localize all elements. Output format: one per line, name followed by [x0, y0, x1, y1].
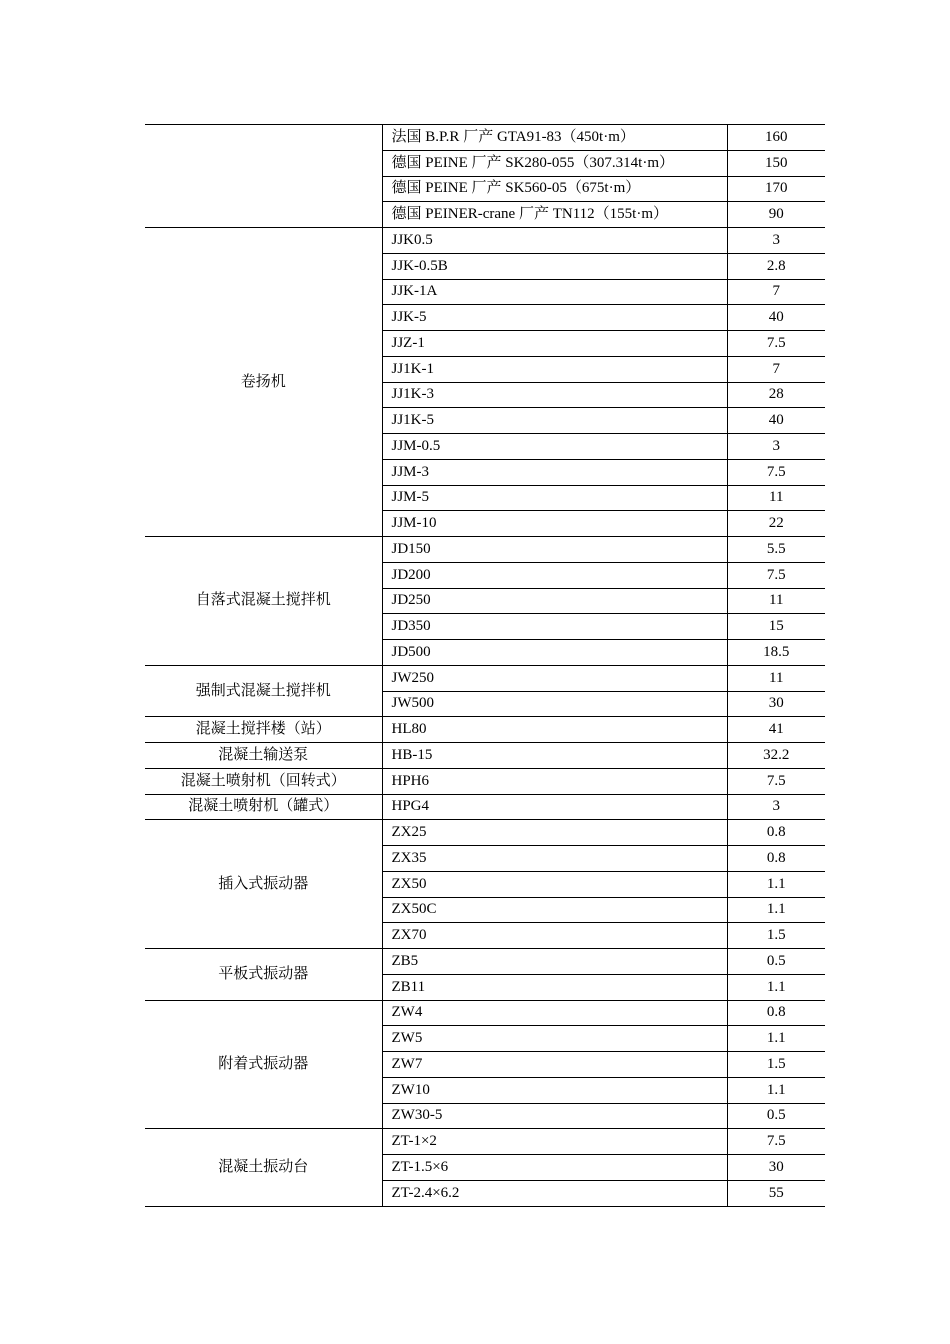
model-cell: ZT-2.4×6.2: [382, 1180, 727, 1206]
model-cell: JD150: [382, 537, 727, 563]
power-cell: 2.8: [727, 253, 825, 279]
power-cell: 7.5: [727, 459, 825, 485]
model-cell: ZX35: [382, 846, 727, 872]
table-row: [145, 820, 825, 846]
category-cell: 混凝土喷射机（回转式）: [145, 768, 382, 794]
model-cell: JJZ-1: [382, 331, 727, 357]
power-cell: 28: [727, 382, 825, 408]
model-cell: ZB5: [382, 949, 727, 975]
power-cell: 3: [727, 434, 825, 460]
power-cell: 11: [727, 588, 825, 614]
category-cell: [145, 125, 382, 228]
power-cell: 55: [727, 1180, 825, 1206]
table-row: [145, 665, 825, 691]
power-cell: 7.5: [727, 331, 825, 357]
category-cell: 附着式振动器: [145, 1000, 382, 1129]
model-cell: JD500: [382, 640, 727, 666]
model-cell: JJ1K-3: [382, 382, 727, 408]
table-row: [145, 537, 825, 563]
power-cell: 1.1: [727, 1077, 825, 1103]
model-cell: ZW10: [382, 1077, 727, 1103]
power-cell: 40: [727, 305, 825, 331]
table-row: [145, 949, 825, 975]
table-body: [145, 125, 825, 1207]
power-cell: 1.1: [727, 1026, 825, 1052]
power-cell: 3: [727, 228, 825, 254]
power-cell: 0.8: [727, 846, 825, 872]
model-cell: JD350: [382, 614, 727, 640]
model-cell: ZX70: [382, 923, 727, 949]
table-row: [145, 768, 825, 794]
model-cell: JJM-10: [382, 511, 727, 537]
category-cell: 混凝土搅拌楼（站）: [145, 717, 382, 743]
model-cell: HB-15: [382, 743, 727, 769]
power-cell: 0.8: [727, 820, 825, 846]
table-row: [145, 1000, 825, 1026]
category-cell: 平板式振动器: [145, 949, 382, 1001]
power-cell: 90: [727, 202, 825, 228]
model-cell: JW500: [382, 691, 727, 717]
model-cell: JJK-0.5B: [382, 253, 727, 279]
power-cell: 0.5: [727, 949, 825, 975]
power-cell: 160: [727, 125, 825, 151]
model-cell: JW250: [382, 665, 727, 691]
model-cell: 德国 PEINE 厂产 SK280-055（307.314t·m）: [382, 150, 727, 176]
table-row: [145, 228, 825, 254]
category-cell: 混凝土喷射机（罐式）: [145, 794, 382, 820]
category-cell: 卷扬机: [145, 228, 382, 537]
model-cell: 法国 B.P.R 厂产 GTA91-83（450t·m）: [382, 125, 727, 151]
power-cell: 32.2: [727, 743, 825, 769]
model-cell: JJK-1A: [382, 279, 727, 305]
power-cell: 41: [727, 717, 825, 743]
power-cell: 11: [727, 665, 825, 691]
power-cell: 30: [727, 1155, 825, 1181]
table-row: [145, 743, 825, 769]
table-row: [145, 1129, 825, 1155]
model-cell: HPH6: [382, 768, 727, 794]
power-cell: 1.1: [727, 974, 825, 1000]
category-cell: 自落式混凝土搅拌机: [145, 537, 382, 666]
model-cell: JJM-5: [382, 485, 727, 511]
model-cell: JJ1K-5: [382, 408, 727, 434]
model-cell: 德国 PEINE 厂产 SK560-05（675t·m）: [382, 176, 727, 202]
power-cell: 7: [727, 279, 825, 305]
table-row: [145, 717, 825, 743]
model-cell: JD200: [382, 562, 727, 588]
model-cell: ZB11: [382, 974, 727, 1000]
power-cell: 22: [727, 511, 825, 537]
power-cell: 1.1: [727, 897, 825, 923]
model-cell: ZW4: [382, 1000, 727, 1026]
power-cell: 170: [727, 176, 825, 202]
category-cell: 混凝土输送泵: [145, 743, 382, 769]
category-cell: 插入式振动器: [145, 820, 382, 949]
model-cell: ZW5: [382, 1026, 727, 1052]
model-cell: JJK-5: [382, 305, 727, 331]
category-cell: 强制式混凝土搅拌机: [145, 665, 382, 717]
model-cell: ZT-1×2: [382, 1129, 727, 1155]
model-cell: JD250: [382, 588, 727, 614]
power-cell: 1.5: [727, 923, 825, 949]
model-cell: JJ1K-1: [382, 356, 727, 382]
model-cell: ZX50: [382, 871, 727, 897]
power-cell: 3: [727, 794, 825, 820]
power-cell: 11: [727, 485, 825, 511]
table-row: [145, 794, 825, 820]
power-cell: 1.5: [727, 1052, 825, 1078]
model-cell: ZT-1.5×6: [382, 1155, 727, 1181]
power-cell: 7.5: [727, 562, 825, 588]
model-cell: JJM-3: [382, 459, 727, 485]
table-row: [145, 125, 825, 151]
power-cell: 40: [727, 408, 825, 434]
category-cell: 混凝土振动台: [145, 1129, 382, 1206]
model-cell: ZX50C: [382, 897, 727, 923]
power-cell: 0.8: [727, 1000, 825, 1026]
power-cell: 7.5: [727, 768, 825, 794]
model-cell: ZX25: [382, 820, 727, 846]
power-cell: 15: [727, 614, 825, 640]
power-cell: 0.5: [727, 1103, 825, 1129]
power-cell: 7.5: [727, 1129, 825, 1155]
power-cell: 18.5: [727, 640, 825, 666]
model-cell: HL80: [382, 717, 727, 743]
model-cell: JJM-0.5: [382, 434, 727, 460]
model-cell: HPG4: [382, 794, 727, 820]
power-cell: 1.1: [727, 871, 825, 897]
power-cell: 5.5: [727, 537, 825, 563]
model-cell: 德国 PEINER-crane 厂产 TN112（155t·m）: [382, 202, 727, 228]
equipment-power-table: [145, 124, 825, 1207]
power-cell: 30: [727, 691, 825, 717]
model-cell: ZW7: [382, 1052, 727, 1078]
power-cell: 150: [727, 150, 825, 176]
model-cell: JJK0.5: [382, 228, 727, 254]
power-cell: 7: [727, 356, 825, 382]
model-cell: ZW30-5: [382, 1103, 727, 1129]
